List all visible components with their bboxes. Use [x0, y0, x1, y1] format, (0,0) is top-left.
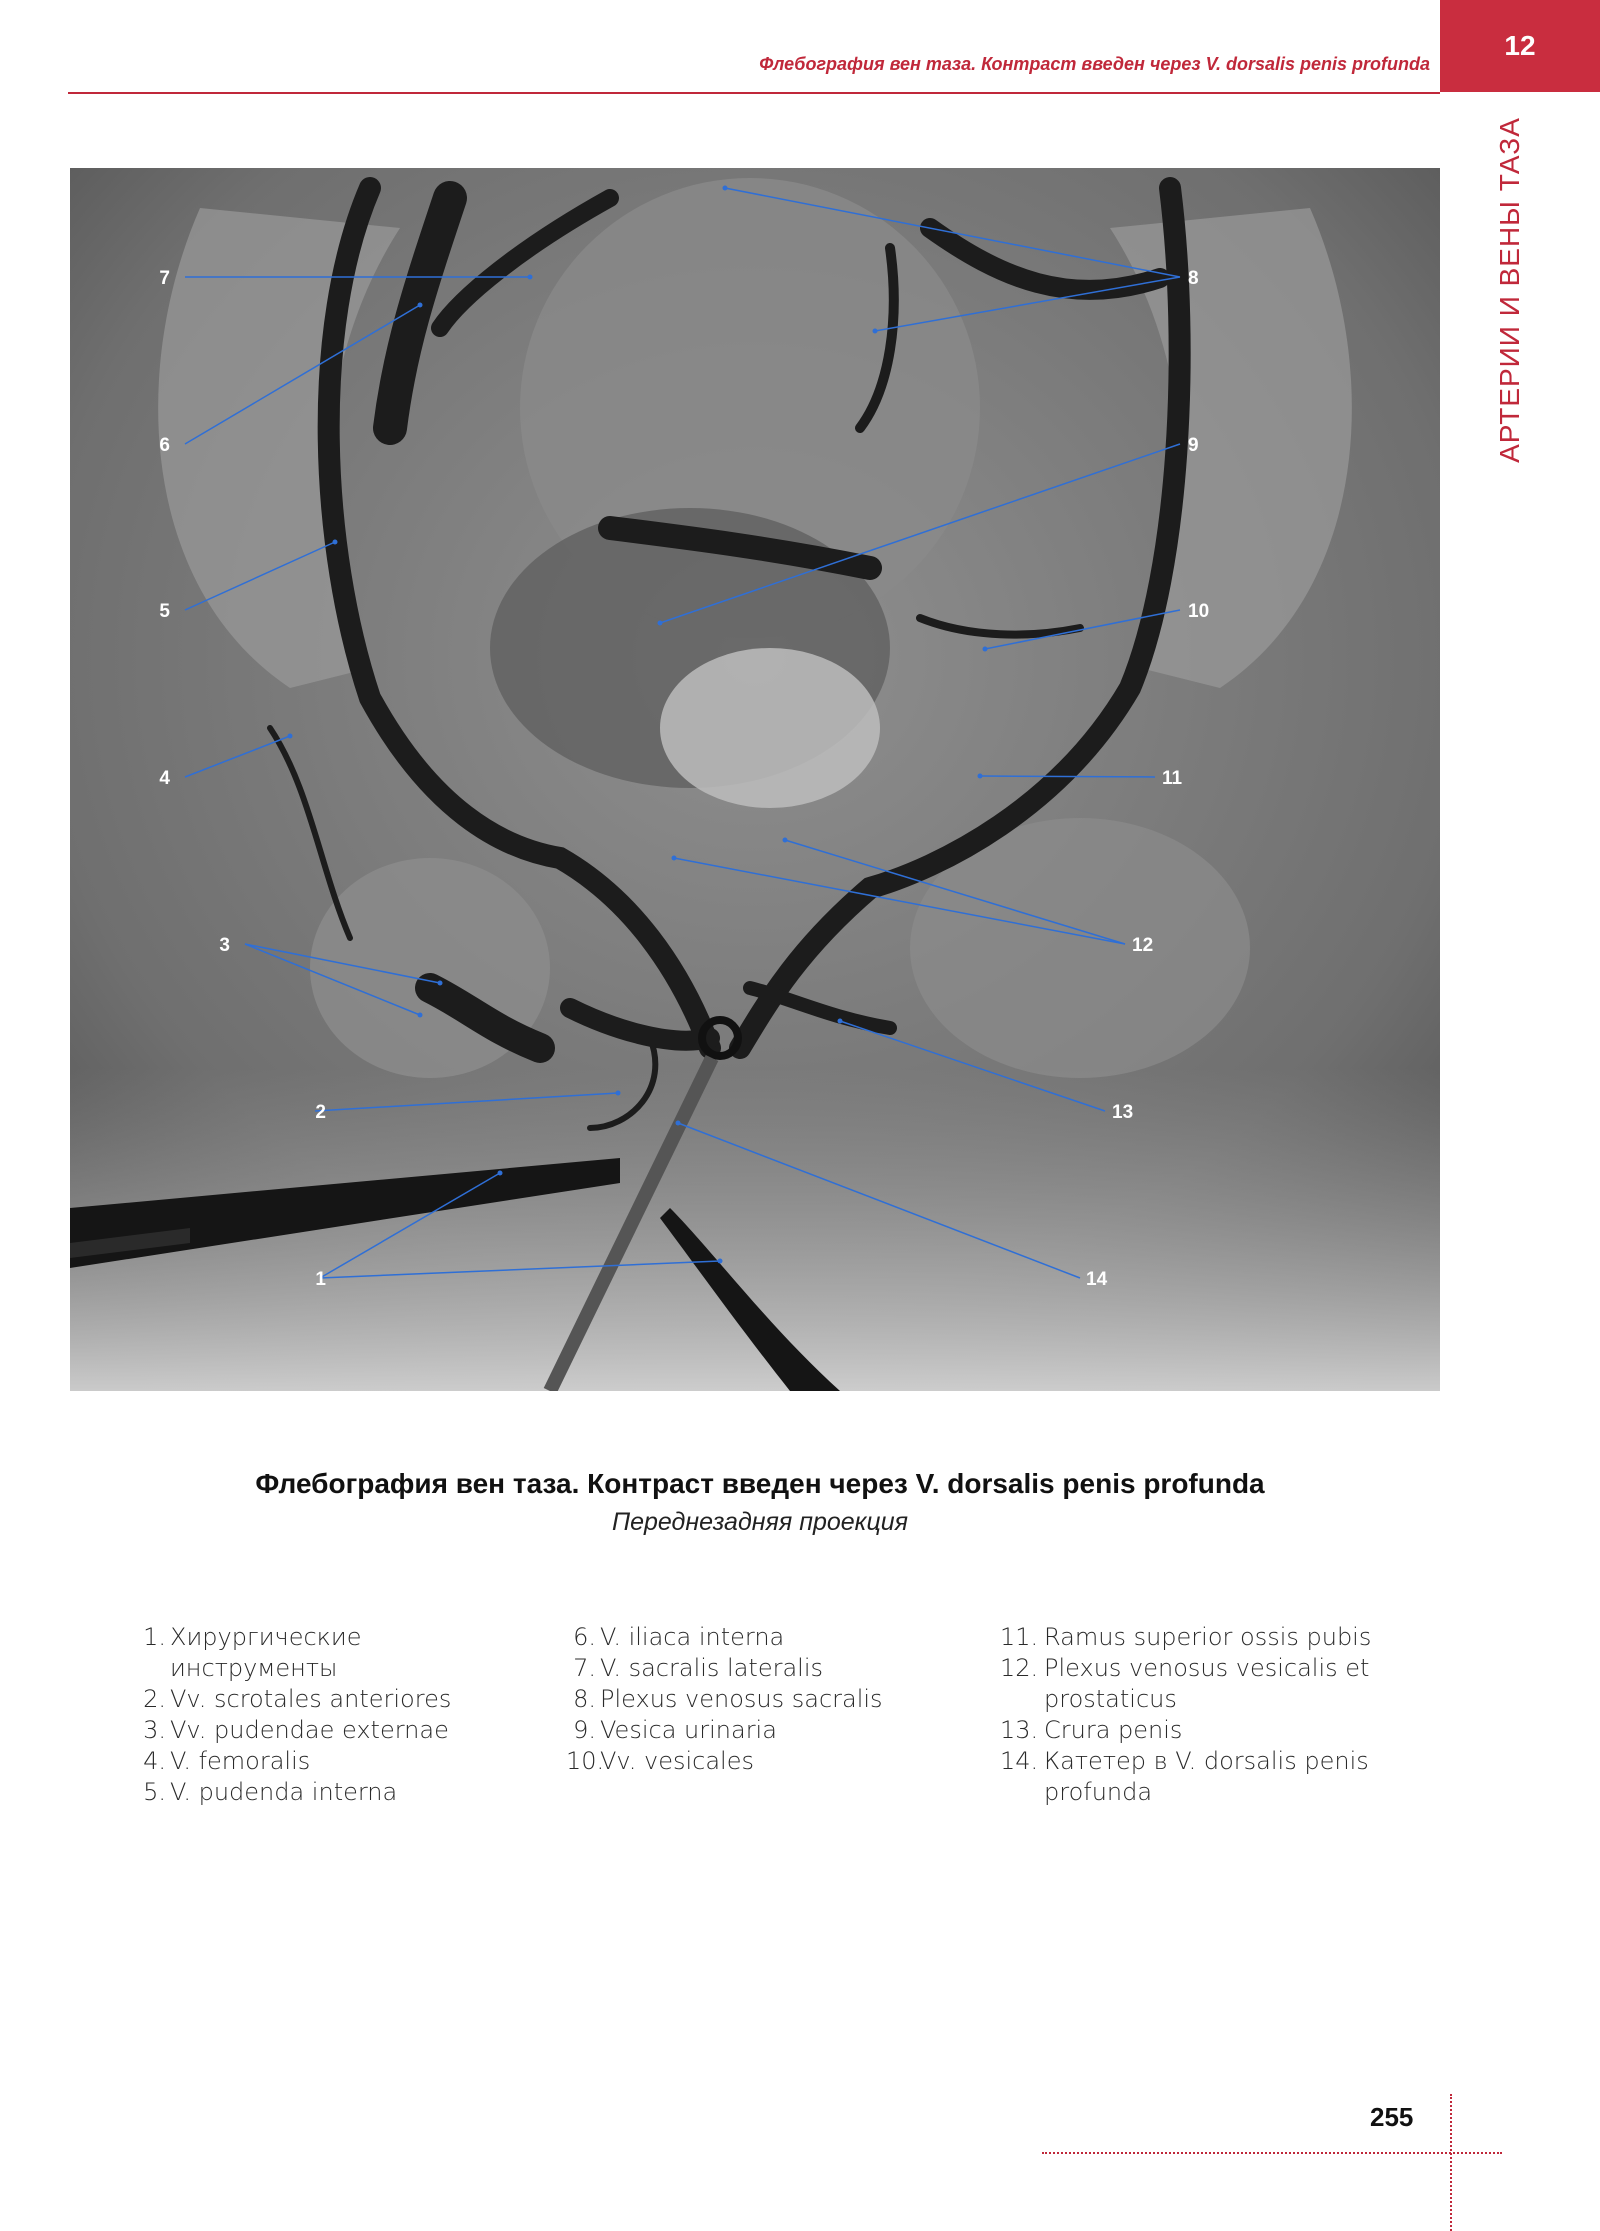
- figure-label-6: 6: [159, 435, 170, 456]
- page-number: 255: [1370, 2102, 1414, 2132]
- legend-item: 2. Vv. scrotales anteriores: [143, 1685, 452, 1713]
- footer-dotted-rule: [1042, 2152, 1502, 2154]
- figure-label-14: 14: [1086, 1269, 1108, 1290]
- figure-label-5: 5: [159, 601, 170, 622]
- legend-column-1: [136, 1622, 536, 1808]
- phlebography-figure: [70, 168, 1440, 1391]
- legend-item: 11. Ramus superior ossis pubis: [1000, 1623, 1372, 1651]
- legend-column-2: [566, 1622, 966, 1777]
- figure-label-9: 9: [1188, 435, 1199, 456]
- figure-caption-title: Флебография вен таза. Контраст введен через V. dorsalis penis profunda: [255, 1468, 1265, 1499]
- legend-column-3: [1000, 1622, 1380, 1808]
- legend-item: 9. Vesica urinaria: [573, 1716, 777, 1744]
- figure-caption-subtitle: Переднезадняя проекция: [611, 1508, 909, 1536]
- figure-label-4: 4: [159, 768, 170, 789]
- legend-item: 1. Хирургические инструменты: [143, 1623, 362, 1682]
- figure-label-12: 12: [1132, 935, 1154, 956]
- legend-item: 14. Катетер в V. dorsalis penis profunda: [1000, 1747, 1369, 1806]
- legend-item: 13. Crura penis: [1000, 1716, 1183, 1744]
- figure-label-2: 2: [315, 1102, 326, 1123]
- legend-item: 7. V. sacralis lateralis: [573, 1654, 823, 1682]
- legend-item: 4. V. femoralis: [143, 1747, 311, 1775]
- header-rule: [68, 92, 1440, 94]
- legend-item: 12. Plexus venosus vesicalis et prostaticus: [1000, 1654, 1370, 1713]
- xray-image: [70, 168, 1440, 1391]
- legend-item: 3. Vv. pudendae externae: [143, 1716, 449, 1744]
- figure-label-11: 11: [1162, 768, 1183, 789]
- figure-label-7: 7: [159, 268, 170, 289]
- legend-item: 6. V. iliaca interna: [573, 1623, 785, 1651]
- figure-label-10: 10: [1188, 601, 1210, 622]
- section-title-text: АРТЕРИИ И ВЕНЫ ТАЗА: [1494, 117, 1525, 463]
- footer-dotted-vertical: [1450, 2094, 1452, 2231]
- figure-label-13: 13: [1112, 1102, 1134, 1123]
- chapter-number-tab: 12: [1440, 0, 1600, 92]
- figure-label-3: 3: [219, 935, 230, 956]
- legend-item: 10. Vv. vesicales: [566, 1747, 754, 1775]
- legend-item: 8. Plexus venosus sacralis: [573, 1685, 883, 1713]
- running-title: Флебография вен таза. Контраст введен через V. dorsalis penis profunda: [759, 54, 1430, 74]
- legend-item: 5. V. pudenda interna: [143, 1778, 398, 1806]
- section-side-title: [1490, 110, 1530, 470]
- figure-label-8: 8: [1188, 268, 1199, 289]
- figure-label-1: 1: [315, 1269, 326, 1290]
